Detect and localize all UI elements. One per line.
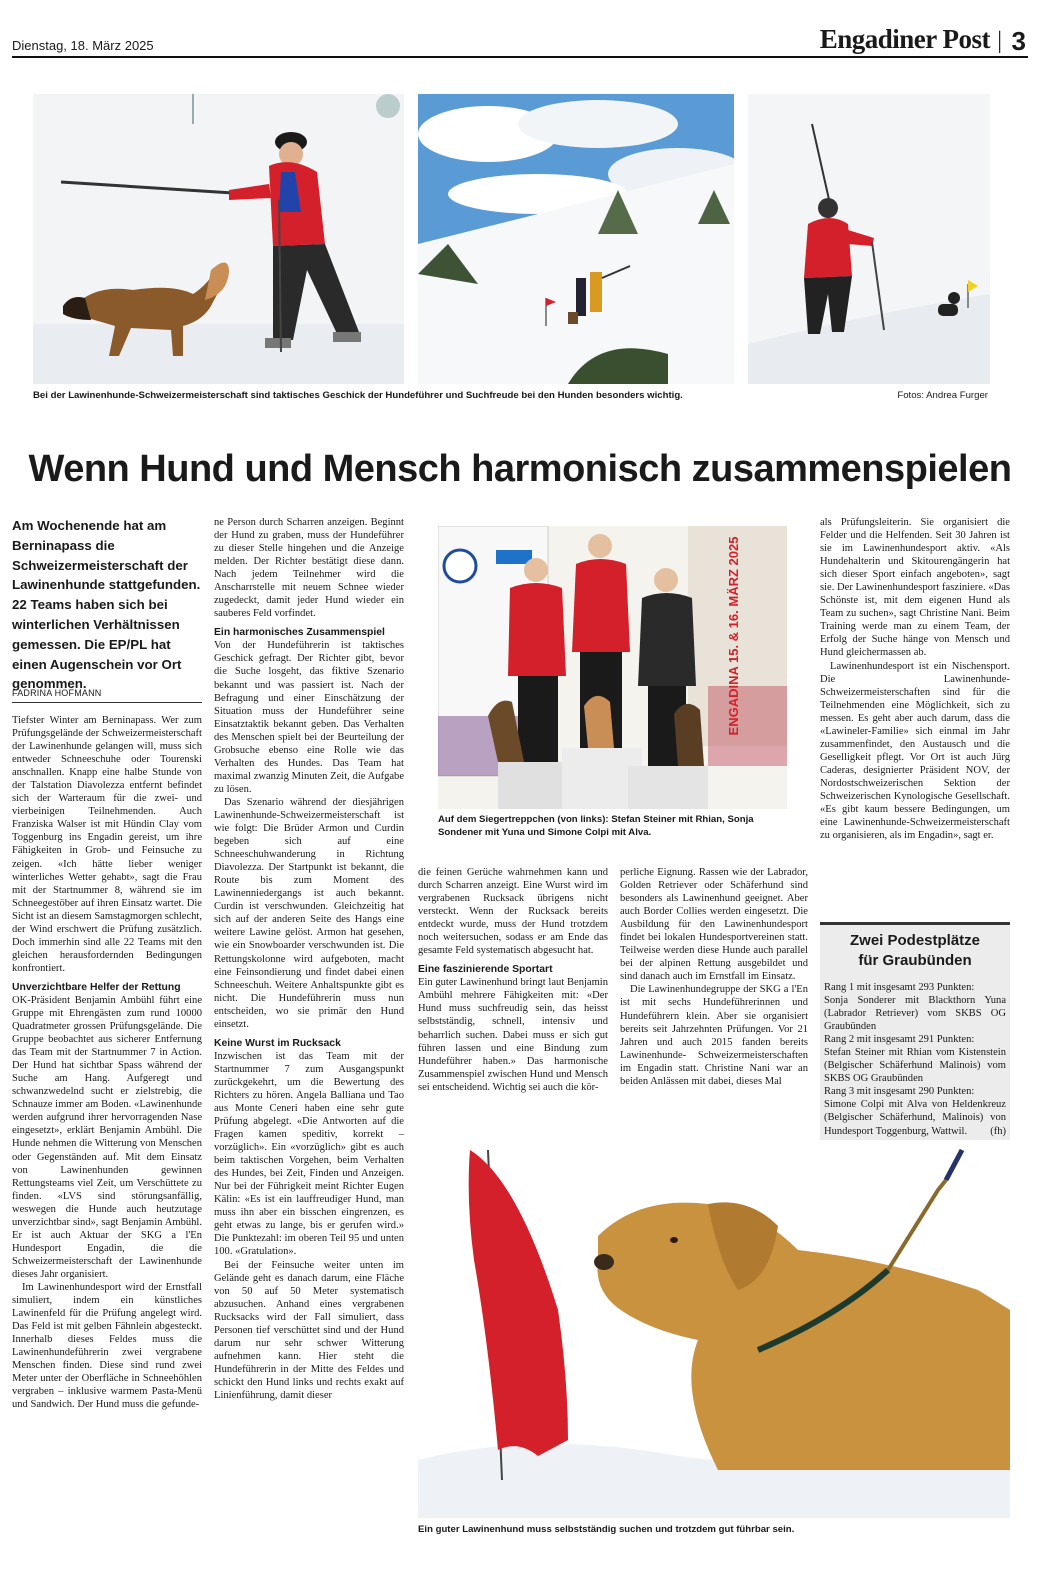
newspaper-brand: Engadiner Post xyxy=(819,24,990,54)
podium-infobox xyxy=(820,922,1010,1174)
photo-labrador-with-flag xyxy=(418,1140,1010,1518)
photo-credit: Fotos: Andrea Furger xyxy=(897,390,988,401)
top-photos-caption: Bei der Lawinenhunde-Schweizermeisterschaft sind taktisches Geschick der Hundeführer und Suchfreude bei den Hunden besonders wichtig. xyxy=(33,390,683,401)
paragraph: Das Szenario während der diesjährigen Lawinenhunde-Schweizermeisterschaft ist wie folgt: Die Brüder Armon und Curdin begeben sich auf eine Schneeschuhwanderung in Richtung Diavolezza. Der Startpunkt ist bekannt, die Route bis zum Moment des Lawinenniedergangs ist auch bekannt. Curdin ist verschwunden. Gleichzeitig hat sich auf der anderen Seite des Hangs eine weitere Lawine gelöst. Armon hat gesehen, wie ein Snowboarder verschwunden ist. Die Rettungskolonne wird aufgeboten, macht eine Feinsondierung und findet dabei einen Schneeschuh. Weitere Anhaltspunkte gibt es nicht. Die Hundeführerin muss nun entscheiden, wo sie primär den Hund einsetzt. xyxy=(214,796,404,1030)
paragraph: Von der Hundeführerin ist taktisches Geschick gefragt. Der Richter gibt, bevor die Suche losgeht, das fiktive Szenario bekannt und was passiert ist. Nach der Befragung und einer Einschätzung der Situation muss der Hundeführer seine Einsatztaktik bekannt geben. Das Verhalten des Menschen spielt bei der Beurteilung der Grobsuche ebenso eine Rolle wie das Verhalten des Hundes. Das Team hat maximal zwanzig Minuten Zeit, die Aufgabe zu lösen. xyxy=(214,640,404,795)
article-author: FADRINA HOFMANN xyxy=(12,688,102,698)
issue-date: Dienstag, 18. März 2025 xyxy=(12,38,154,53)
infobox-title-line-2: für Graubünden xyxy=(858,952,972,969)
photo-podium xyxy=(438,526,787,809)
paragraph: Lawinenhundesport ist ein Nischensport. Die Lawinenhunde-Schweizermeisterschaften sind für die Teilnehmenden eine Möglichkeit, sich zu messen. Es geht aber auch darum, dass die «Lawineler-Familie» sich einmal im Jahr zusammenfindet, den Austausch und die Geselligkeit pflegt. Vor Ort ist auch Jürg Caderas, designierter Präsident NOV, der Nordostschweizerischen Sektion der Schweizerischen Kynologische Gesellschaft. «Es gibt kaum bessere Bedingungen, um eine Lawinenhunde-Schweizermeisterschaft zu organisieren, als im Engadin», sagt er. xyxy=(820,660,1010,842)
paragraph: Im Lawinenhundesport wird der Ernstfall simuliert, indem ein künstliches Lawinenfeld für die Prüfung angelegt wird. Das Feld ist mit gelben Fähnlein abgesteckt. Innerhalb dieses Feldes muss die Lawinenhundeführerin zwei vergrabene Menschen finden. Diese sind rund zwei Meter unter der Oberfläche in Schneehöhlen vergraben – inklusive warmem Pasta-Menü und Sandwich. Der Hund muss die gefunde- xyxy=(12,1281,202,1411)
rank-1-label: Rang 1 mit insgesamt 293 Punkten: xyxy=(824,982,975,993)
subheading: Ein harmonisches Zusammenspiel xyxy=(214,627,385,639)
dog-caption: Ein guter Lawinenhund muss selbstständig suchen und trotzdem gut führbar sein. xyxy=(418,1524,795,1535)
rank-3-label: Rang 3 mit insgesamt 290 Punkten: xyxy=(824,1086,975,1098)
author-rule xyxy=(12,702,202,703)
article-column-4 xyxy=(620,866,808,1138)
rank-1-team: Sonja Sonderer mit Blackthorn Yuna (Labrador Retriever) vom SKBS OG Graubünden xyxy=(824,995,1006,1033)
photo-handler-with-probe xyxy=(748,94,990,384)
rank-3-team: Simone Colpi mit Alva von Heldenkreuz (Belgischer Schäferhund, Malinois) von Hundesport Toggenburg, Wattwil. (fh) xyxy=(824,1099,1006,1137)
podium-caption: Auf dem Siegertreppchen (von links): Stefan Steiner mit Rhian, Sonja Sondener mit Yuna und Simone Colpi mit Alva. xyxy=(438,814,754,838)
paragraph: als Prüfungsleiterin. Sie organisiert die Felder und die Helfenden. Seit 30 Jahren ist sie im Lawinenhundesport aktiv. «Als Hundehalterin und Skitourengängerin hat sich dieser Sport einfach angeboten», sagt sie. Der Lawinenhundesport fasziniere. «Das Schönste ist, mit dem eigenen Hund als Team zu suchen», sagt Christine Nani. Beim Training werde man zu einem Team, der Erfolg der Suche hänge von Mensch und Hund gleichermassen ab. xyxy=(820,517,1010,659)
infobox-title xyxy=(824,931,1006,971)
article-headline: Wenn Hund und Mensch harmonisch zusammenspielen xyxy=(28,448,1012,490)
rank-2-label: Rang 2 mit insgesamt 291 Punkten: xyxy=(824,1034,975,1046)
subheading: Unverzichtbare Helfer der Rettung xyxy=(12,981,181,993)
article-column-1 xyxy=(12,714,202,1574)
paragraph: Bei der Feinsuche weiter unten im Gelände geht es danach darum, eine Fläche von 50 auf 50 Meter systematisch abzusuchen. Anhand eines vergrabenen Rucksacks wird der Fall simuliert, dass Personen tief verschüttet sind und der Hund darum nur sehr schwer Witterung aufnehmen kann. Hier steht die Hundeführerin in der Mitte des Feldes und schickt den Hund links und rechts exakt auf Linienführung, damit dieser xyxy=(214,1259,404,1401)
header-rule xyxy=(12,56,1028,58)
article-column-3 xyxy=(418,866,608,1136)
podium-banner-text: ENGADINA 15. & 16. MÄRZ 2025 xyxy=(726,536,741,736)
paragraph: OK-Präsident Benjamin Ambühl führt eine Gruppe mit Ehrengästen zum rund 10000 Quadratmeter grossen Prüfungsgelände. Die Gruppe beobachtet aus sicherer Entfernung das Team mit der Startnummer 7 in Action. Der Hund hat sichtbar Spass während der Suche am Hang. Aufgeregt und schwanzwedelnd sucht er zielstrebig, die Schnauze immer am Boden. «Lawinenhunde werden aufgrund ihrer hervorragenden Nase eingesetzt», erklärt Benjamin Ambühl. Die Hunde nehmen die Witterung von Menschen oder Gegenständen auf. Mit dem Einsatz von Lawinenhunden gewinnen Rettungsteams viel Zeit, um Verschüttete zu finden. «LVS sind störungsanfällig, weswegen die Hunde auch heutzutage unverzichtbar sind», sagt Benjamin Ambühl. Er ist auch Aktuar der SKG a l'En Hundesport Engadin, die die Schweizermeisterschaft der Lawinenhunde dieses Jahr organisiert. xyxy=(12,994,202,1280)
paragraph: Die Lawinenhundegruppe der SKG a l'En ist mit sechs Hundeführerinnen und Hundeführern klein. Aber sie organisiert bereits seit Jahrzehnten Prüfungen. Vor 21 Jahren und auch 2015 fanden bereits Lawinenhunde- Schweizermeisterschaften im Engadin statt. Christine Nani war an beiden Anlässen mit dabei, dieses Mal xyxy=(620,984,808,1087)
paragraph: Ein guter Lawinenhund bringt laut Benjamin Ambühl mehrere Fähigkeiten mit: «Der Hund muss suchfreudig sein, das heisst selbstständig, schnell, intensiv und beharrlich suchen. Dabei muss er sich gut führen lassen und eine Bindung zum Hundeführer haben.» Das harmonische Zusammenspiel zwischen Hund und Mensch sei entscheidend. Wichtig sei auch die kör- xyxy=(418,977,608,1093)
paragraph: Tiefster Winter am Berninapass. Wer zum Prüfungsgelände der Schweizermeisterschaft der Lawinenhunde gelangen will, muss sich entweder Schneeschuhe oder Tourenski anschnallen. Knapp eine halbe Stunde von der Talstation Diavolezza entfernt befindet sich der Warteraum für die zwei- und vierbeinigen Teilnehmenden. Auch Franziska Walser ist mit Hündin Clay vom Toggenburg ins Engadin gereist, um ihre Fähigkeiten in Grob- und Feinsuche zu zeigen. «Ich hätte lieber weniger winterliches Wetter gehabt», sagt die Frau mit der Startnummer 8, während sie im Schneegestöber auf ihren Einsatz wartet. Die Sicht ist an diesem Samstagmorgen schlecht, der Wind erschwert die Prüfung zusätzlich. Doch immerhin sind alle 22 Teams mit den gleichen herausfordernden Bedingungen konfrontiert. xyxy=(12,715,202,974)
page-number: 3 xyxy=(1011,26,1026,56)
article-column-2 xyxy=(214,516,404,1574)
infobox-sign: (fh) xyxy=(990,1125,1006,1137)
subheading: Keine Wurst im Rucksack xyxy=(214,1037,341,1049)
article-lead: Am Wochenende hat am Berninapass die Schweizermeisterschaft der Lawinenhunde stattgefunden. 22 Teams haben sich bei winterlichen Verhältnissen gemessen. Die EP/PL hat einen Augenschein vor Ort genommen. xyxy=(12,518,201,692)
article-column-5 xyxy=(820,516,1010,900)
paragraph: ne Person durch Scharren anzeigen. Beginnt der Hund zu graben, muss der Hundeführer zu dieser Stelle hingehen und die Anzeige melden. Der Richter bestätigt diese dann. Nach jedem Teilnehmer wird die Anscharrstelle mit neuem Schnee wieder zugedeckt, damit jeder Hund wieder ein sauberes Feld vorfindet. xyxy=(214,517,404,620)
infobox-title-line-1: Zwei Podestplätze xyxy=(849,932,981,949)
rank-2-team: Stefan Steiner mit Rhian vom Kistenstein (Belgischer Schäferhund Malinois) vom SKBS OG Graubünden xyxy=(824,1047,1006,1085)
photo-handler-with-dog xyxy=(33,94,404,384)
photo-mountain-slope xyxy=(418,94,734,384)
infobox-body xyxy=(824,981,1006,1138)
paragraph: Inzwischen ist das Team mit der Startnummer 7 zum Ausgangspunkt zurückgekehrt, um die Bewertung des Richters zu hören. Angela Balliana und Tao aus Monte Ceneri haben eine sehr gute Prüfung abgelegt. «Die Antworten auf die Fragen kamen speditiv, korrekt – vorzüglich». Ein «vorzüglich» gibt es auch beim taktischen Vorgehen, beim Verhalten des Hundes, bei Zeit, Finden und Anzeigen. Nur bei der Führigkeit meint Richter Eugen Kälin: «Es ist ein lauffreudiger Hund, man muss ihn aber ein bisschen eingrenzen, es geht etwas zu lange, bis er gerufen wird.» Die Punktezahl: im oberen Teil 95 und unten 100. «Gratulation». xyxy=(214,1050,404,1258)
subheading: Eine faszinierende Sportart xyxy=(418,964,553,976)
paragraph: perliche Eignung. Rassen wie der Labrador, Golden Retriever oder Schäferhund sind besonders als Lawinenhund geeignet. Aber auch Border Collies werden eingesetzt. Die Ausbildung für den Lawinenhundesport findet bei lokalen Hundesportvereinen statt. Teilweise werden diese Hunde auch parallel bei der alpinen Rettung ausgebildet und sind danach auch im Ernstfall im Einsatz. xyxy=(620,867,808,983)
paragraph: die feinen Gerüche wahrnehmen kann und durch Scharren anzeigt. Eine Wurst wird im vergrabenen Rucksack übrigens nicht versteckt. Wenn der Rucksack bereits entdeckt wurde, muss der Hund trotzdem noch weitersuchen, sodass er am Ende das gesamte Feld systematisch abgesucht hat. xyxy=(418,867,608,957)
header-separator: | xyxy=(997,28,1002,54)
